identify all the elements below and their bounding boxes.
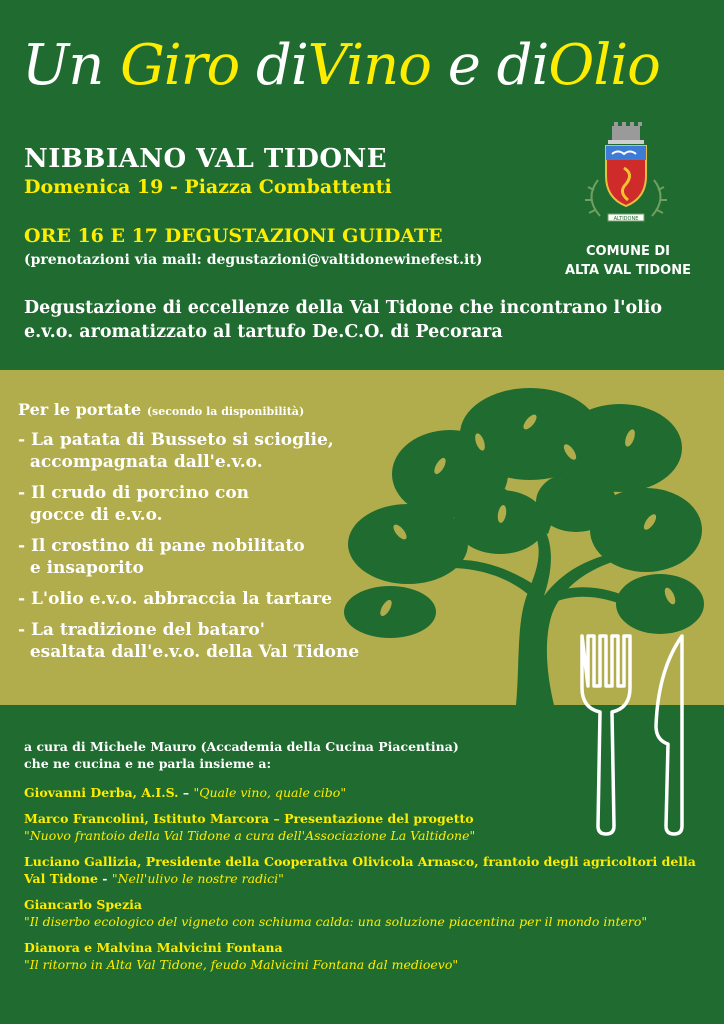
course-item: - Il crudo di porcino con gocce di e.v.o. xyxy=(18,483,250,525)
municipal-crest-icon xyxy=(578,120,674,230)
tastings-time: ORE 16 E 17 DEGUSTAZIONI GUIDATE xyxy=(24,225,443,247)
comune-line1: COMUNE DI xyxy=(586,244,670,259)
date-place: Domenica 19 - Piazza Combattenti xyxy=(24,176,392,198)
course-item: - La tradizione del bataro' esaltata dall'e.v.o. della Val Tidone xyxy=(18,620,360,662)
credits-intro: a cura di Michele Mauro (Accademia della Cucina Piacentina) che ne cucina e ne parla insieme a: xyxy=(24,739,459,771)
speaker-entry: Marco Francolini, Istituto Marcora – Presentazione del progetto "Nuovo frantoio della Val Tidone a cura dell'Associazione La Valtidone" xyxy=(24,811,476,843)
crest-motto: ALTIDONE xyxy=(613,216,639,222)
course-item: - La patata di Busseto si scioglie, accompagnata dall'e.v.o. xyxy=(18,430,334,472)
menu-heading-note: (secondo la disponibilità) xyxy=(146,405,305,418)
course-item: - Il crostino di pane nobilitato e insaporito xyxy=(18,536,305,578)
comune-line2: ALTA VAL TIDONE xyxy=(565,263,691,278)
menu-heading: Per le portate (secondo la disponibilità) xyxy=(18,400,305,419)
event-description: Degustazione di eccellenze della Val Tidone che incontrano l'olio e.v.o. aromatizzato al tartufo De.C.O. di Pecorara xyxy=(24,298,663,342)
comune-label xyxy=(540,242,716,280)
credits-section xyxy=(24,738,714,982)
booking-info: (prenotazioni via mail: degustazioni@valtidonewinefest.it) xyxy=(24,252,483,268)
course-item: - L'olio e.v.o. abbraccia la tartare xyxy=(18,589,333,609)
menu-section xyxy=(18,400,438,672)
speaker-entry: Giancarlo Spezia "Il diserbo ecologico del vigneto con schiuma calda: una soluzione piacentina per il mondo intero" xyxy=(24,897,648,929)
speaker-entry: Giovanni Derba, A.I.S. – "Quale vino, quale cibo" xyxy=(24,785,347,800)
speaker-entry: Dianora e Malvina Malvicini Fontana "Il ritorno in Alta Val Tidone, feudo Malvicini Fontana dal medioevo" xyxy=(24,940,459,972)
town-name: NIBBIANO VAL TIDONE xyxy=(24,144,388,174)
event-title: Un Giro diVino e diOlio xyxy=(22,33,660,98)
speaker-entry: Luciano Gallizia, Presidente della Cooperativa Olivicola Arnasco, frantoio degli agricoltori della Val Tidone - "Nell'ulivo le nostre radici" xyxy=(24,854,696,886)
